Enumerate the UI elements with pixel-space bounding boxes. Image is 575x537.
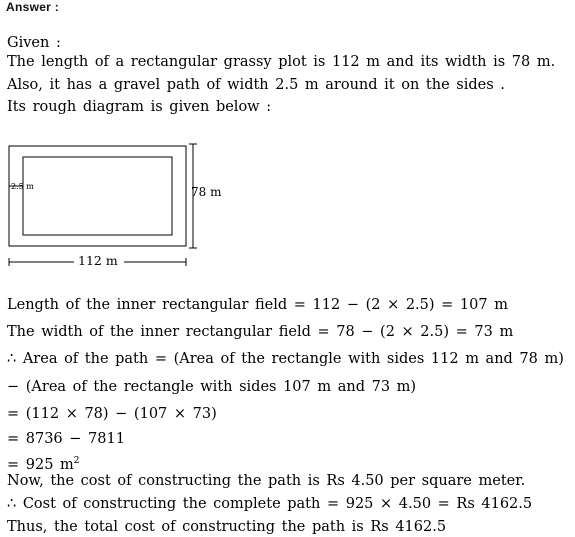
path-area-formula: ∴ Area of the path = (Area of the rectangle with sides 112 m and 78 m) xyxy=(7,351,564,367)
length-label: 112 m xyxy=(78,253,118,268)
area-result-value: = 925 m xyxy=(7,457,74,473)
answer-heading: Answer : xyxy=(6,0,60,14)
rough-diagram xyxy=(0,138,230,268)
given-dimensions: The length of a rectangular grassy plot is 112 m and its width is 78 m. xyxy=(7,54,556,70)
area-products: = 8736 − 7811 xyxy=(7,431,125,447)
inner-length-step: Length of the inner rectangular field = 112 − (2 × 2.5) = 107 m xyxy=(7,297,508,313)
diagram-intro: Its rough diagram is given below : xyxy=(7,99,272,115)
path-width-label: 2.5 m xyxy=(11,182,34,191)
inner-rectangle xyxy=(23,157,172,235)
area-result-unit-power: 2 xyxy=(73,456,80,466)
path-area-formula-cont: − (Area of the rectangle with sides 107 m and 73 m) xyxy=(7,379,417,395)
width-label: 78 m xyxy=(191,185,222,199)
cost-per-sqm: Now, the cost of constructing the path is Rs 4.50 per square meter. xyxy=(7,473,526,489)
final-answer: Thus, the total cost of constructing the path is Rs 4162.5 xyxy=(7,519,447,535)
outer-rectangle xyxy=(9,146,186,246)
inner-width-step: The width of the inner rectangular field = 78 − (2 × 2.5) = 73 m xyxy=(7,324,514,340)
area-result xyxy=(7,452,80,474)
given-path-width: Also, it has a gravel path of width 2.5 m around it on the sides . xyxy=(7,77,505,93)
area-substitution: = (112 × 78) − (107 × 73) xyxy=(7,406,217,422)
given-label: Given : xyxy=(7,35,61,51)
total-cost-calc: ∴ Cost of constructing the complete path = 925 × 4.50 = Rs 4162.5 xyxy=(7,496,533,512)
